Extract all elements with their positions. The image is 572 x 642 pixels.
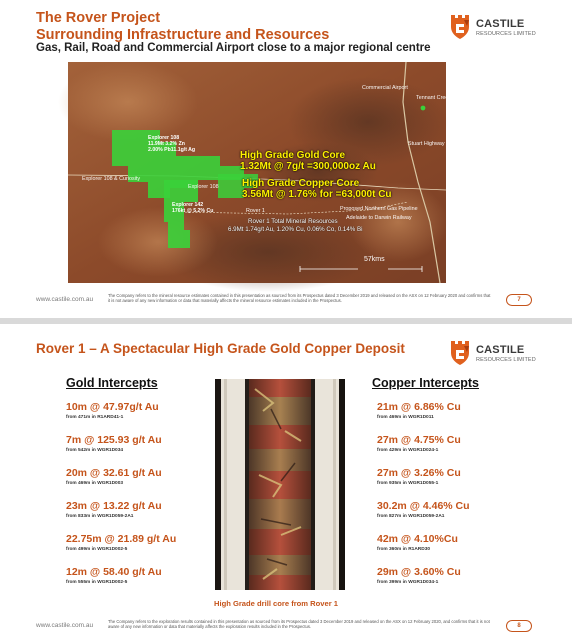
slide-title bbox=[36, 10, 329, 44]
intercept-source: from 555m in WGR1D002-5 bbox=[66, 580, 128, 585]
label-rover1: Rover 1 bbox=[246, 208, 265, 214]
gold-core-value: 1.32Mt @ 7g/t =300,000oz Au bbox=[240, 161, 376, 172]
label-tennant-creek: Tennant Creek bbox=[416, 95, 452, 101]
copper-core-heading: High Grade Copper Core bbox=[242, 178, 360, 189]
intercept-value: 7m @ 125.93 g/t Au bbox=[66, 434, 162, 446]
copper-intercept bbox=[377, 467, 527, 500]
total-resource-callout bbox=[228, 218, 363, 233]
logo-subtitle: RESOURCES LIMITED bbox=[476, 357, 536, 363]
intercept-source: from 542m in WGR1D034 bbox=[66, 448, 124, 453]
gold-intercept bbox=[66, 566, 216, 599]
copper-core-callout bbox=[242, 178, 392, 200]
intercept-source: from 429m in WGR1D024-1 bbox=[377, 448, 439, 453]
slide-title: Rover 1 – A Spectacular High Grade Gold Copper Deposit bbox=[36, 341, 405, 356]
intercept-value: 21m @ 6.86% Cu bbox=[377, 401, 461, 413]
intercept-source: from 827m in WGR1D059-2A1 bbox=[377, 514, 445, 519]
copper-intercept bbox=[377, 434, 527, 467]
logo-brand: CASTILE bbox=[476, 344, 525, 356]
copper-intercept bbox=[377, 500, 527, 533]
intercept-value: 30.2m @ 4.46% Cu bbox=[377, 500, 470, 512]
footer-disclaimer: The Company refers to the exploration results contained in this presentation as sourced from its Prospectus dated 3 December 2019 and released on the ASX on 12 February 2020, and confirms that it is not aware of any new information or data that materially affects the exploration results included in the Prospectus. bbox=[108, 619, 490, 630]
tenement-line: Explorer 142 bbox=[172, 202, 204, 208]
page-number: 8 bbox=[506, 620, 532, 632]
intercept-source: from 935m in WGR1D055-1 bbox=[377, 481, 439, 486]
tenement-line: 11.9Mt 3.2% Zn bbox=[148, 141, 185, 148]
map-terrain bbox=[68, 62, 446, 283]
core-caption: High Grade drill core from Rover 1 bbox=[213, 599, 339, 608]
gold-core-heading: High Grade Gold Core bbox=[240, 150, 346, 161]
gold-intercepts-list bbox=[66, 401, 216, 599]
label-explorer108-dot: Explorer 108 bbox=[188, 184, 219, 190]
tenement-line: 2.00% Pb11.1g/t Ag bbox=[148, 147, 196, 154]
copper-intercept bbox=[377, 401, 527, 434]
copper-intercept bbox=[377, 566, 527, 599]
total-resource-heading: Rover 1 Total Mineral Resources bbox=[248, 218, 338, 225]
gold-intercept bbox=[66, 401, 216, 434]
gold-intercept bbox=[66, 533, 216, 566]
satellite-map bbox=[68, 62, 452, 283]
gold-intercept bbox=[66, 467, 216, 500]
gold-core-callout bbox=[240, 150, 376, 172]
intercept-value: 27m @ 4.75% Cu bbox=[377, 434, 461, 446]
slide-infrastructure bbox=[0, 0, 572, 318]
slide-subtitle: Gas, Rail, Road and Commercial Airport close to a major regional centre bbox=[36, 42, 431, 54]
footer-url[interactable]: www.castile.com.au bbox=[36, 296, 94, 303]
intercept-source: from 469m in WGR1D003 bbox=[66, 481, 124, 486]
gold-intercept bbox=[66, 434, 216, 467]
label-gas-pipeline: Proposed Northern Gas Pipeline bbox=[340, 206, 418, 212]
label-stuart-highway: Stuart Highway bbox=[408, 141, 445, 147]
castile-logo bbox=[450, 12, 560, 46]
intercept-value: 27m @ 3.26% Cu bbox=[377, 467, 461, 479]
page-number: 7 bbox=[506, 294, 532, 306]
castle-shield-icon bbox=[450, 12, 472, 40]
drill-core-photo bbox=[215, 379, 345, 590]
intercept-source: from 360m in R1ARD30 bbox=[377, 547, 431, 552]
copper-intercepts-heading: Copper Intercepts bbox=[372, 376, 479, 390]
gold-intercept bbox=[66, 500, 216, 533]
copper-core-value: 3.56Mt @ 1.76% for =63,000t Cu bbox=[242, 189, 392, 200]
title-line-1: The Rover Project bbox=[36, 10, 161, 26]
intercept-value: 42m @ 4.10%Cu bbox=[377, 533, 458, 545]
map-scale-label: 57kms bbox=[364, 256, 385, 263]
intercept-source: from 833m in WGR1D059-2A1 bbox=[66, 514, 134, 519]
logo-subtitle: RESOURCES LIMITED bbox=[476, 31, 536, 37]
intercept-source: from 399m in WGR1D034-1 bbox=[377, 580, 439, 585]
label-railway: Adelaide to Darwin Railway bbox=[346, 215, 412, 221]
intercept-value: 23m @ 13.22 g/t Au bbox=[66, 500, 162, 512]
copper-intercept bbox=[377, 533, 527, 566]
intercept-value: 29m @ 3.60% Cu bbox=[377, 566, 461, 578]
logo-brand: CASTILE bbox=[476, 18, 525, 30]
footer-url[interactable]: www.castile.com.au bbox=[36, 622, 94, 629]
slide-deposit bbox=[0, 324, 572, 642]
intercept-value: 22.75m @ 21.89 g/t Au bbox=[66, 533, 177, 545]
castile-logo bbox=[450, 338, 560, 372]
label-explorer108-curiosity: Explorer 108 & Curiosity bbox=[82, 176, 141, 182]
title-line-2: Surrounding Infrastructure and Resources bbox=[36, 27, 330, 43]
total-resource-value: 6.9Mt 1.74g/t Au, 1.20% Cu, 0.06% Co, 0.14% Bi bbox=[228, 225, 363, 233]
label-commercial-airport: Commercial Airport bbox=[362, 85, 408, 91]
tenement-explorer108 bbox=[148, 135, 195, 154]
intercept-source: from 471m in R1ARD41-1 bbox=[66, 415, 124, 420]
tenement-line: 176kt @ 5.2% Cu bbox=[172, 208, 214, 215]
intercept-value: 12m @ 58.40 g/t Au bbox=[66, 566, 162, 578]
tenement-line: Explorer 108 bbox=[148, 135, 180, 141]
gold-intercepts-heading: Gold Intercepts bbox=[66, 376, 158, 390]
copper-intercepts-list bbox=[377, 401, 527, 599]
intercept-value: 10m @ 47.97g/t Au bbox=[66, 401, 159, 413]
footer-disclaimer: The Company refers to the mineral resource estimates contained in this presentation as sourced from its Prospectus dated 3 December 2019 and released on the ASX on 12 February 2020 and confirms that it is not aware of any new information or data that materially affects the mineral resource estimates included in the Prospectus. bbox=[108, 293, 491, 304]
tenement-explorer142 bbox=[172, 202, 213, 214]
intercept-source: from 469m in WGR1D011 bbox=[377, 415, 434, 420]
intercept-source: from 499m in WGR1D002-5 bbox=[66, 547, 128, 552]
castle-shield-icon bbox=[450, 338, 472, 366]
intercept-value: 20m @ 32.61 g/t Au bbox=[66, 467, 162, 479]
